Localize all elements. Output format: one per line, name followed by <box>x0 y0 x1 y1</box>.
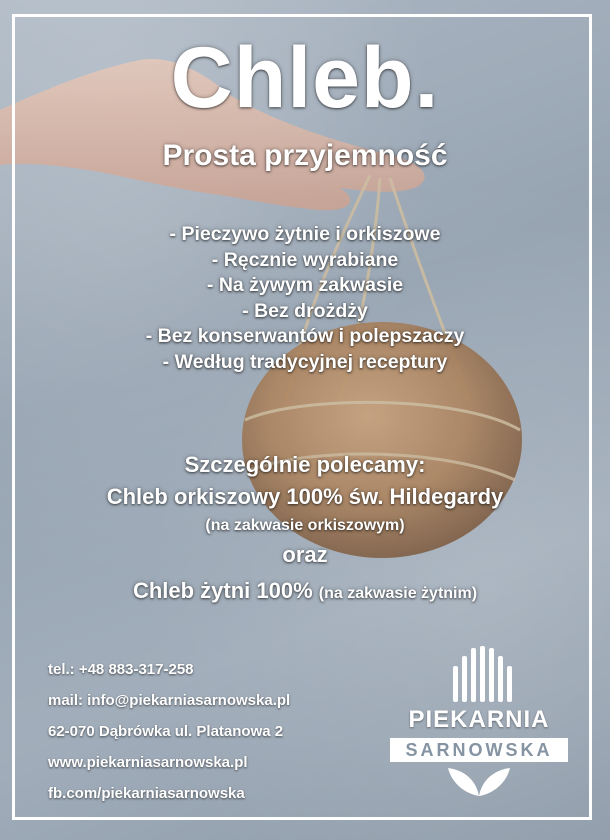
contact-mail: mail: info@piekarniasarnowska.pl <box>48 692 291 709</box>
bakery-logo <box>386 644 572 794</box>
feature-item: - Bez konserwantów i polepszaczy <box>145 325 465 347</box>
feature-item: - Pieczywo żytnie i orkiszowe <box>169 223 441 245</box>
leaf-icon <box>386 764 572 798</box>
logo-band <box>390 738 568 762</box>
contact-fb: fb.com/piekarniasarnowska <box>48 785 245 802</box>
contact-address: 62-070 Dąbrówka ul. Platanowa 2 <box>48 723 284 740</box>
recommend-conjunction: oraz <box>282 542 328 567</box>
headline: Chleb. <box>170 30 440 126</box>
logo-sub: SARNOWSKA <box>405 740 553 760</box>
feature-item: - Według tradycyjnej receptury <box>162 350 448 373</box>
recommend-bread-1: Chleb orkiszowy 100% św. Hildegardy <box>106 484 504 509</box>
recommend-heading: Szczególnie polecamy: <box>184 452 426 477</box>
logo-name: PIEKARNIA <box>408 706 550 733</box>
feature-item: - Bez drożdży <box>242 299 368 322</box>
contact-list <box>48 654 290 809</box>
recommend-bread-2 <box>0 578 610 607</box>
recommend-bread-1-note: (na zakwasie orkiszowym) <box>205 517 405 534</box>
wheat-bars-icon <box>386 644 572 704</box>
recommend-bread-2-note: (na zakwasie żytnim) <box>318 585 478 602</box>
subheadline: Prosta przyjemność <box>162 139 448 172</box>
recommend-bread-2-name: Chleb żytni 100% <box>132 578 313 603</box>
feature-item: - Ręcznie wyrabiane <box>211 248 399 271</box>
contact-www: www.piekarniasarnowska.pl <box>48 754 248 771</box>
features-list <box>0 222 610 375</box>
feature-item: - Na żywym zakwasie <box>206 274 404 296</box>
contact-phone: tel.: +48 883-317-258 <box>48 661 194 678</box>
